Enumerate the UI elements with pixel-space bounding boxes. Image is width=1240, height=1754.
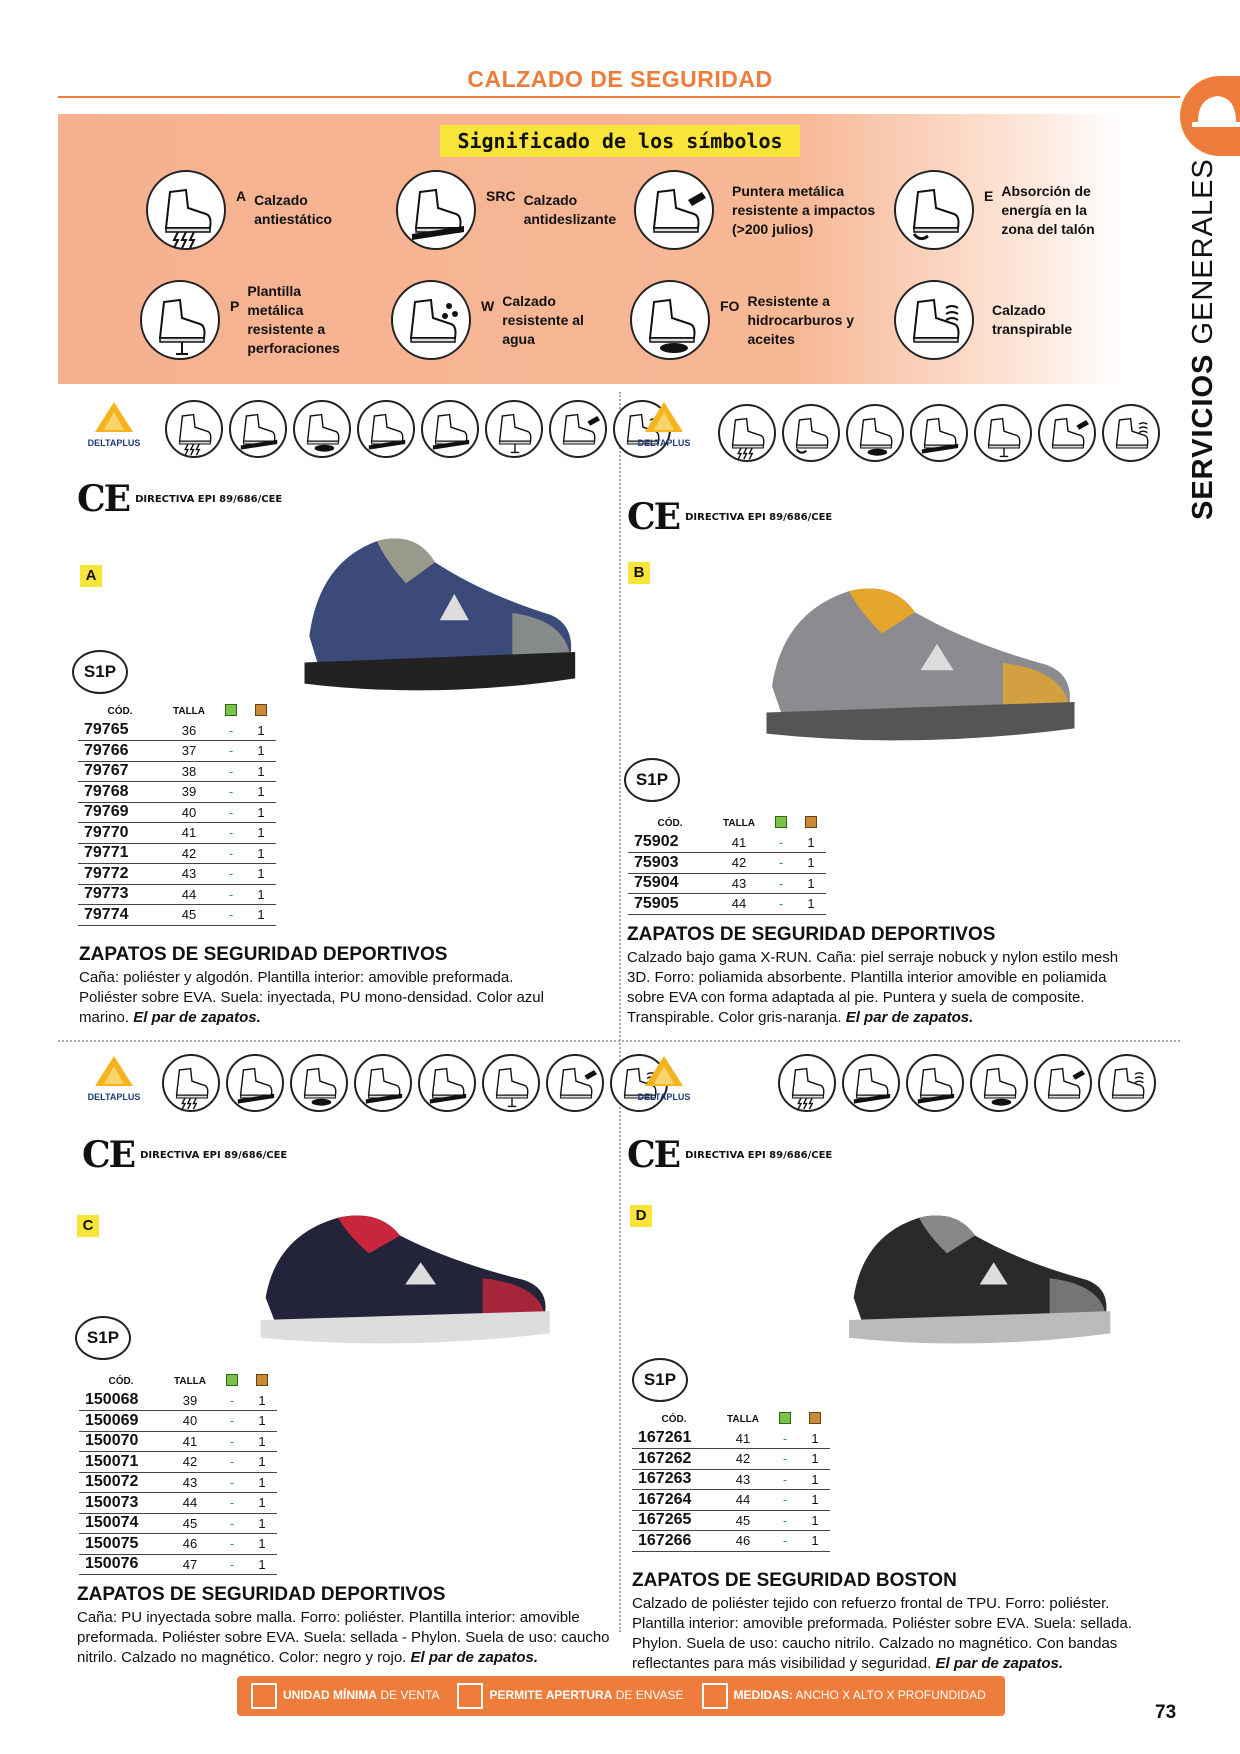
unit-cell: 1 — [246, 720, 276, 741]
size-cell: 43 — [716, 1469, 770, 1490]
col-pack — [766, 814, 796, 832]
table-row — [632, 1428, 830, 1449]
page-number: 73 — [1155, 1702, 1177, 1723]
table-row — [628, 894, 826, 915]
size-cell: 41 — [162, 823, 216, 844]
size-cell: 44 — [163, 1493, 217, 1514]
pack-cell: - — [770, 1490, 800, 1511]
safety-symbol-icon — [842, 1054, 900, 1112]
unit-cell: 1 — [246, 905, 276, 926]
product-code: 75904 — [628, 873, 712, 894]
product-table — [632, 1410, 830, 1552]
category-badge: S1P — [624, 758, 680, 802]
unit-cell: 1 — [800, 1510, 830, 1531]
product-code: 75902 — [628, 832, 712, 853]
box-icon — [255, 704, 267, 716]
footer-item-measures: MEDIDAS: ANCHO X ALTO X PROFUNDIDAD — [702, 1683, 986, 1709]
unit-cell: 1 — [246, 864, 276, 885]
box-icon — [809, 1412, 821, 1424]
pack-cell: - — [766, 894, 796, 915]
product-code: 79766 — [78, 741, 162, 762]
safety-symbol-icon — [1102, 404, 1160, 462]
size-cell: 37 — [162, 741, 216, 762]
table-row — [79, 1534, 277, 1555]
unit-cell: 1 — [247, 1472, 277, 1493]
size-cell: 42 — [716, 1449, 770, 1470]
legend-symbol — [634, 170, 875, 250]
col-code: CÓD. — [108, 1375, 134, 1387]
product-code: 79771 — [78, 843, 162, 864]
safety-symbol-icon — [846, 404, 904, 462]
table-row — [78, 905, 276, 926]
table-row — [78, 864, 276, 885]
col-pack — [770, 1410, 800, 1428]
product-code: 167266 — [632, 1531, 716, 1552]
pack-cell: - — [216, 782, 246, 803]
unit-cell: 1 — [247, 1554, 277, 1575]
safety-symbol-icon — [546, 1054, 604, 1112]
size-cell: 43 — [162, 864, 216, 885]
unit-cell: 1 — [247, 1513, 277, 1534]
size-cell: 39 — [162, 782, 216, 803]
pack-cell: - — [217, 1411, 247, 1432]
unit-cell: 1 — [796, 894, 826, 915]
pack-cell: - — [217, 1493, 247, 1514]
size-cell: 36 — [162, 720, 216, 741]
safety-symbol-icon — [1098, 1054, 1156, 1112]
size-cell: 45 — [162, 905, 216, 926]
size-cell: 42 — [162, 843, 216, 864]
pack-cell: - — [770, 1428, 800, 1449]
heel-boot-icon — [894, 170, 974, 250]
col-size: TALLA — [726, 1413, 760, 1425]
product-code: 79770 — [78, 823, 162, 844]
symbol-description: Calzado antiestático — [254, 192, 332, 227]
safety-symbol-icon — [418, 1054, 476, 1112]
product-title: ZAPATOS DE SEGURIDAD BOSTON — [632, 1570, 957, 1591]
safety-symbol-icon — [778, 1054, 836, 1112]
product-code: 150071 — [79, 1452, 163, 1473]
size-cell: 46 — [716, 1531, 770, 1552]
product-description: Caña: PU inyectada sobre malla. Forro: poliéster. Plantilla interior: amovible preformada. Poliéster sobre EVA. Suela: sellada - Phylon. Suela de uso: caucho nitrilo. Calzado no magnético. Color: negro y rojo. El par de zapatos. — [77, 1609, 610, 1666]
pack-cell: - — [770, 1510, 800, 1531]
lightning-boot-icon — [146, 170, 226, 250]
product-code: 79772 — [78, 864, 162, 885]
pack-cell: - — [217, 1452, 247, 1473]
legend-symbol — [391, 280, 584, 360]
pack-cell: - — [216, 884, 246, 905]
symbol-code: W — [481, 298, 495, 314]
size-cell: 43 — [163, 1472, 217, 1493]
safety-symbol-icon — [357, 400, 415, 458]
size-cell: 43 — [712, 873, 766, 894]
size-cell: 41 — [712, 832, 766, 853]
col-code: CÓD. — [661, 1413, 687, 1425]
box-icon — [256, 1374, 268, 1386]
table-row — [79, 1411, 277, 1432]
table-row — [628, 873, 826, 894]
deltaplus-logo — [627, 1054, 701, 1102]
pack-cell: - — [766, 853, 796, 874]
table-row — [628, 853, 826, 874]
product-code: 79774 — [78, 905, 162, 926]
oil-boot-icon — [630, 280, 710, 360]
col-pack — [217, 1372, 247, 1390]
pack-cell: - — [216, 761, 246, 782]
product-table — [628, 814, 826, 915]
col-unit — [800, 1410, 830, 1428]
safety-symbol-icon — [226, 1054, 284, 1112]
product-code: 150076 — [79, 1554, 163, 1575]
section-label: SERVICIOS GENERALES — [1187, 158, 1219, 520]
safety-symbol-icon — [782, 404, 840, 462]
safety-symbols — [778, 1054, 1156, 1112]
unit-cell: 1 — [800, 1449, 830, 1470]
category-badge: S1P — [75, 1316, 131, 1360]
safety-symbol-icon — [974, 404, 1032, 462]
product-code: 167263 — [632, 1469, 716, 1490]
symbol-description: Calzado antideslizante — [523, 192, 617, 227]
pack-cell: - — [217, 1513, 247, 1534]
product-letter: D — [630, 1205, 652, 1227]
unit-cell: 1 — [800, 1490, 830, 1511]
deltaplus-logo — [77, 1054, 151, 1102]
pack-cell: - — [216, 823, 246, 844]
deltaplus-logo — [77, 400, 151, 448]
product-code: 150070 — [79, 1431, 163, 1452]
product-code: 167264 — [632, 1490, 716, 1511]
symbol-description: Plantilla metálica resistente a perforaciones — [247, 283, 340, 356]
table-row — [79, 1472, 277, 1493]
unit-cell: 1 — [246, 741, 276, 762]
breathable-boot-icon — [894, 280, 974, 360]
pack-cell: - — [216, 864, 246, 885]
safety-symbol-icon — [293, 400, 351, 458]
symbol-description: Calzado resistente al agua — [502, 292, 584, 347]
product-title: ZAPATOS DE SEGURIDAD DEPORTIVOS — [627, 924, 996, 945]
shoe-image — [750, 570, 1080, 760]
ce-mark — [82, 1134, 287, 1176]
product-code: 167262 — [632, 1449, 716, 1470]
table-row — [78, 761, 276, 782]
product-description: Caña: poliéster y algodón. Plantilla interior: amovible preformada. Poliéster sobre EVA. Suela: inyectada, PU mono-densidad. Color azul marino. El par de zapatos. — [79, 969, 544, 1026]
pack-cell: - — [217, 1554, 247, 1575]
symbol-code: P — [230, 298, 240, 314]
table-header — [632, 1410, 830, 1428]
brand-name: DELTAPLUS — [637, 438, 691, 448]
pack-cell: - — [216, 720, 246, 741]
product-table — [79, 1372, 277, 1575]
product-letter: B — [628, 562, 650, 584]
unit-cell: 1 — [796, 832, 826, 853]
footer-item-min-unit: UNIDAD MÍNIMA DE VENTA — [251, 1683, 439, 1709]
safety-symbol-icon — [1034, 1054, 1092, 1112]
ce-mark — [627, 1134, 832, 1176]
table-row — [78, 782, 276, 803]
symbol-description: Puntera metálica resistente a impactos (>200 julios) — [732, 182, 876, 237]
table-header — [79, 1372, 277, 1390]
safety-symbol-icon — [421, 400, 479, 458]
table-row — [632, 1449, 830, 1470]
shoe-image — [835, 1200, 1115, 1360]
safety-symbol-icon — [290, 1054, 348, 1112]
symbol-description: Calzado transpirable — [992, 302, 1073, 337]
product-letter: C — [77, 1215, 99, 1237]
table-row — [632, 1531, 830, 1552]
table-header — [78, 702, 276, 720]
unit-cell: 1 — [247, 1493, 277, 1514]
size-cell: 45 — [716, 1510, 770, 1531]
product-code: 167265 — [632, 1510, 716, 1531]
size-cell: 45 — [163, 1513, 217, 1534]
col-size: TALLA — [173, 1375, 207, 1387]
water-boot-icon — [391, 280, 471, 360]
unit-cell: 1 — [247, 1431, 277, 1452]
symbol-description: Resistente a hidrocarburos y aceites — [747, 292, 855, 347]
product-code: 150075 — [79, 1534, 163, 1555]
symbol-code: FO — [720, 298, 740, 314]
ce-icon: CE — [627, 1134, 680, 1176]
unit-cell: 1 — [246, 782, 276, 803]
unit-cell: 1 — [796, 873, 826, 894]
table-row — [78, 720, 276, 741]
shoe-image — [245, 1200, 555, 1360]
unit-cell: 1 — [246, 823, 276, 844]
pack-cell: - — [216, 843, 246, 864]
horizontal-divider — [58, 1040, 1180, 1042]
legend-symbol — [894, 280, 1072, 360]
table-row — [78, 823, 276, 844]
legend-symbol — [894, 170, 1095, 250]
helmet-icon — [1180, 76, 1240, 156]
pack-cell: - — [216, 741, 246, 762]
size-cell: 42 — [163, 1452, 217, 1473]
table-row — [78, 884, 276, 905]
unit-cell: 1 — [246, 843, 276, 864]
ce-directive: DIRECTIVA EPI 89/686/CEE — [685, 511, 833, 523]
brand-name: DELTAPLUS — [87, 1092, 141, 1102]
box-icon — [251, 1683, 277, 1709]
safety-symbols — [162, 1054, 668, 1112]
brand-name: DELTAPLUS — [637, 1092, 691, 1102]
table-row — [79, 1452, 277, 1473]
ce-directive: DIRECTIVA EPI 89/686/CEE — [685, 1149, 833, 1161]
size-cell: 46 — [163, 1534, 217, 1555]
col-code: CÓD. — [657, 817, 683, 829]
product-description: Calzado bajo gama X-RUN. Caña: piel serraje nobuck y nylon estilo mesh 3D. Forro: poliamida absorbente. Plantilla interior amovible en poliamida sobre EVA con forma adaptada al pie. Puntera y suela de composite. Transpirable. Color gris-naranja. El par de zapatos. — [627, 949, 1119, 1026]
unit-cell: 1 — [800, 1531, 830, 1552]
table-row — [79, 1554, 277, 1575]
size-cell: 40 — [163, 1411, 217, 1432]
safety-symbol-icon — [229, 400, 287, 458]
safety-symbol-icon — [970, 1054, 1028, 1112]
col-pack — [216, 702, 246, 720]
product-code: 75905 — [628, 894, 712, 915]
legend-title: Significado de los símbolos — [440, 125, 800, 157]
safety-symbol-icon — [549, 400, 607, 458]
safety-symbol-icon — [485, 400, 543, 458]
col-size: TALLA — [172, 705, 206, 717]
product-letter: A — [80, 565, 102, 587]
ce-mark — [77, 478, 282, 520]
pack-cell: - — [216, 905, 246, 926]
ce-mark — [627, 496, 832, 538]
pack-cell: - — [770, 1531, 800, 1552]
ce-icon: CE — [82, 1134, 135, 1176]
slip-boot-icon — [396, 170, 476, 250]
product-code: 79768 — [78, 782, 162, 803]
product-code: 150072 — [79, 1472, 163, 1493]
unit-cell: 1 — [246, 761, 276, 782]
safety-symbol-icon — [162, 1054, 220, 1112]
size-cell: 40 — [162, 802, 216, 823]
symbol-code: A — [236, 188, 247, 204]
hammer-boot-icon — [634, 170, 714, 250]
size-cell: 38 — [162, 761, 216, 782]
safety-symbols — [165, 400, 671, 458]
product-code: 75903 — [628, 853, 712, 874]
safety-symbol-icon — [910, 404, 968, 462]
table-row — [79, 1431, 277, 1452]
legend-symbol — [140, 280, 340, 360]
table-header — [628, 814, 826, 832]
table-row — [78, 802, 276, 823]
table-row — [632, 1490, 830, 1511]
table-row — [628, 832, 826, 853]
footer-item-opening: PERMITE APERTURA DE ENVASE — [457, 1683, 683, 1709]
safety-symbol-icon — [906, 1054, 964, 1112]
shoe-image — [290, 520, 580, 710]
size-cell: 44 — [716, 1490, 770, 1511]
table-row — [79, 1513, 277, 1534]
table-row — [79, 1493, 277, 1514]
legend-symbol — [630, 280, 854, 360]
deltaplus-logo — [627, 400, 701, 448]
col-unit — [796, 814, 826, 832]
col-size: TALLA — [722, 817, 756, 829]
safety-symbol-icon — [718, 404, 776, 462]
category-badge: S1P — [632, 1358, 688, 1402]
col-code: CÓD. — [107, 705, 133, 717]
col-unit — [247, 1372, 277, 1390]
nail-boot-icon — [140, 280, 220, 360]
envelope-open-icon — [779, 1412, 791, 1424]
pack-cell: - — [766, 832, 796, 853]
ce-directive: DIRECTIVA EPI 89/686/CEE — [135, 493, 283, 505]
unit-cell: 1 — [247, 1411, 277, 1432]
safety-symbol-icon — [1038, 404, 1096, 462]
unit-cell: 1 — [247, 1452, 277, 1473]
pack-cell: - — [217, 1431, 247, 1452]
size-cell: 42 — [712, 853, 766, 874]
product-code: 79765 — [78, 720, 162, 741]
size-cell: 41 — [163, 1431, 217, 1452]
size-cell: 41 — [716, 1428, 770, 1449]
size-cell: 47 — [163, 1554, 217, 1575]
symbol-code: SRC — [486, 188, 516, 204]
safety-symbol-icon — [354, 1054, 412, 1112]
pack-cell: - — [217, 1390, 247, 1411]
product-code: 150068 — [79, 1390, 163, 1411]
product-code: 150069 — [79, 1411, 163, 1432]
product-title: ZAPATOS DE SEGURIDAD DEPORTIVOS — [79, 944, 448, 965]
symbol-code: E — [984, 188, 994, 204]
safety-symbol-icon — [482, 1054, 540, 1112]
table-row — [78, 843, 276, 864]
pack-cell: - — [217, 1472, 247, 1493]
unit-cell: 1 — [247, 1390, 277, 1411]
legend-symbol — [146, 170, 332, 250]
table-row — [78, 741, 276, 762]
table-row — [632, 1469, 830, 1490]
table-row — [632, 1510, 830, 1531]
pack-cell: - — [217, 1534, 247, 1555]
ce-icon: CE — [627, 496, 680, 538]
safety-symbol-icon — [165, 400, 223, 458]
product-description: Calzado de poliéster tejido con refuerzo frontal de TPU. Forro: poliéster. Plantilla interior: amovible preformada. Poliéster sobre EVA. Suela: sellada. Phylon. Suela de uso: caucho nitrilo. Calzado no magnético. Con bandas reflectantes para más visibilidad y seguridad. El par de zapatos. — [632, 1595, 1132, 1672]
category-badge: S1P — [72, 650, 128, 694]
footer-legend — [237, 1676, 1005, 1716]
product-code: 79773 — [78, 884, 162, 905]
safety-symbols — [718, 404, 1160, 462]
envelope-open-icon — [775, 816, 787, 828]
page-title: CALZADO DE SEGURIDAD — [467, 66, 773, 92]
envelope-open-icon — [226, 1374, 238, 1386]
product-code: 150073 — [79, 1493, 163, 1514]
unit-cell: 1 — [800, 1469, 830, 1490]
vertical-divider — [619, 392, 621, 1632]
col-unit — [246, 702, 276, 720]
legend-symbol — [396, 170, 616, 250]
pack-cell: - — [766, 873, 796, 894]
brand-name: DELTAPLUS — [87, 438, 141, 448]
size-cell: 44 — [162, 884, 216, 905]
size-cell: 44 — [712, 894, 766, 915]
ce-directive: DIRECTIVA EPI 89/686/CEE — [140, 1149, 288, 1161]
product-code: 150074 — [79, 1513, 163, 1534]
product-table — [78, 702, 276, 926]
table-row — [79, 1390, 277, 1411]
product-code: 79769 — [78, 802, 162, 823]
unit-cell: 1 — [246, 802, 276, 823]
unit-cell: 1 — [796, 853, 826, 874]
title-divider — [58, 96, 1180, 98]
pack-cell: - — [770, 1469, 800, 1490]
size-cell: 39 — [163, 1390, 217, 1411]
ce-icon: CE — [77, 478, 130, 520]
unit-cell: 1 — [246, 884, 276, 905]
product-code: 167261 — [632, 1428, 716, 1449]
product-code: 79767 — [78, 761, 162, 782]
unit-cell: 1 — [247, 1534, 277, 1555]
measure-icon — [702, 1683, 728, 1709]
box-icon — [805, 816, 817, 828]
open-box-icon — [457, 1683, 483, 1709]
pack-cell: - — [216, 802, 246, 823]
unit-cell: 1 — [800, 1428, 830, 1449]
envelope-open-icon — [225, 704, 237, 716]
pack-cell: - — [770, 1449, 800, 1470]
symbol-description: Absorción de energía en la zona del talón — [1001, 182, 1095, 237]
product-title: ZAPATOS DE SEGURIDAD DEPORTIVOS — [77, 1584, 446, 1605]
